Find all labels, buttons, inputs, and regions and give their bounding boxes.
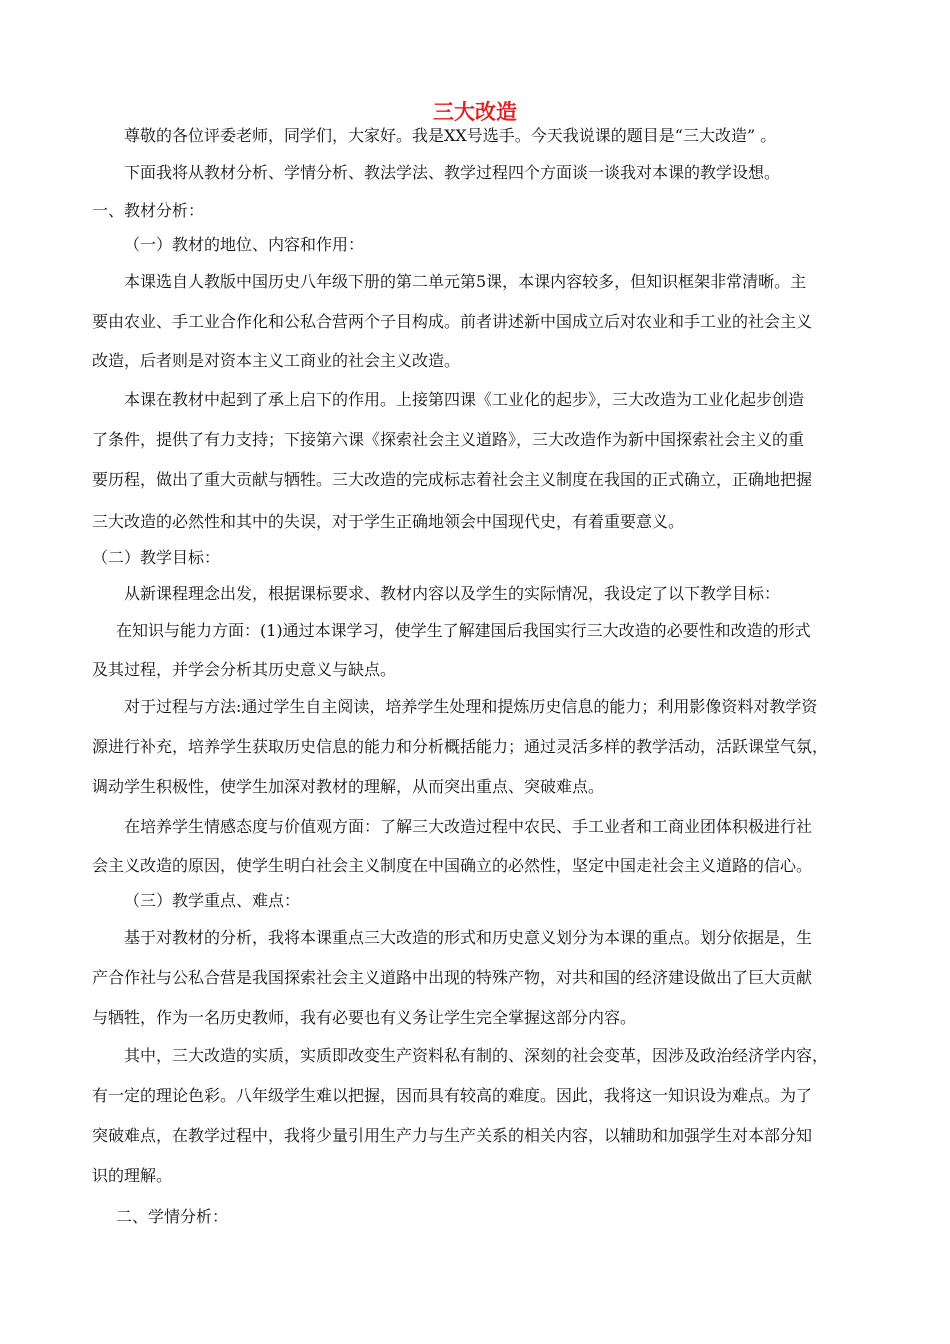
text-line: 会主义改造的原因，使学生明白社会主义制度在中国确立的必然性，坚定中国走社会主义道路的信心。: [92, 856, 813, 875]
section-heading: 一、教材分析：: [92, 201, 205, 220]
text-line: 基于对教材的分析，我将本课重点三大改造的形式和历史意义划分为本课的重点。划分依据是，生: [124, 928, 813, 947]
section-heading: 二、学情分析：: [116, 1207, 229, 1226]
text-line: 三大改造的必然性和其中的失误，对于学生正确地领会中国现代史，有着重要意义。: [92, 512, 685, 531]
text-line: 识的理解。: [92, 1166, 173, 1185]
text-line: 及其过程，并学会分析其历史意义与缺点。: [92, 660, 397, 679]
text-line: 尊敬的各位评委老师，同学们，大家好。我是XX号选手。今天我说课的题目是“三大改造” 。: [124, 126, 777, 145]
text-line: 与牺牲，作为一名历史教师，我有必要也有义务让学生完全掌握这部分内容。: [92, 1008, 637, 1027]
text-line: 产合作社与公私合营是我国探索社会主义道路中出现的特殊产物，对共和国的经济建设做出了巨大贡献: [92, 968, 813, 987]
text-line: 其中，三大改造的实质，实质即改变生产资料私有制的、深刻的社会变革，因涉及政治经济学内容，: [124, 1046, 829, 1065]
text-line: 要由农业、手工业合作化和公私合营两个子目构成。前者讲述新中国成立后对农业和手工业的社会主义: [92, 312, 813, 331]
text-line: 了条件，提供了有力支持；下接第六课《探索社会主义道路》，三大改造作为新中国探索社会主义的重: [92, 430, 805, 449]
subsection-heading: （二）教学目标：: [92, 548, 221, 567]
text-line: 本课在教材中起到了承上启下的作用。上接第四课《工业化的起步》，三大改造为工业化起步创造: [124, 390, 805, 409]
text-line: 改造，后者则是对资本主义工商业的社会主义改造。: [92, 351, 461, 370]
text-line: 调动学生积极性，使学生加深对教材的理解，从而突出重点、突破难点。: [92, 777, 605, 796]
text-line: 要历程，做出了重大贡献与牺牲。三大改造的完成标志着社会主义制度在我国的正式确立，正确地把握: [92, 470, 813, 489]
text-line: 突破难点，在教学过程中，我将少量引用生产力与生产关系的相关内容，以辅助和加强学生对本部分知: [92, 1126, 813, 1145]
text-line: 从新课程理念出发，根据课标要求、教材内容以及学生的实际情况，我设定了以下教学目标：: [124, 584, 781, 603]
subsection-heading: （三）教学重点、难点：: [124, 891, 301, 910]
document-title: 三大改造: [433, 100, 517, 124]
text-line: 在培养学生情感态度与价值观方面：了解三大改造过程中农民、手工业者和工商业团体积极进行社: [124, 817, 813, 836]
text-line: 有一定的理论色彩。八年级学生难以把握，因而具有较高的难度。因此，我将这一知识设为难点。为了: [92, 1086, 813, 1105]
text-line: 在知识与能力方面：(1)通过本课学习，使学生了解建国后我国实行三大改造的必要性和改造的形式: [116, 621, 811, 640]
subsection-heading: （一）教材的地位、内容和作用：: [124, 235, 365, 254]
text-line: 对于过程与方法:通过学生自主阅读，培养学生处理和提炼历史信息的能力；利用影像资料对教学资: [124, 697, 818, 716]
text-line: 下面我将从教材分析、学情分析、教法学法、教学过程四个方面谈一谈我对本课的教学设想。: [124, 163, 781, 182]
text-line: 源进行补充，培养学生获取历史信息的能力和分析概括能力；通过灵活多样的教学活动，活跃课堂气氛，: [92, 737, 829, 756]
text-line: 本课选自人教版中国历史八年级下册的第二单元第5课，本课内容较多，但知识框架非常清晰。主: [124, 272, 807, 291]
